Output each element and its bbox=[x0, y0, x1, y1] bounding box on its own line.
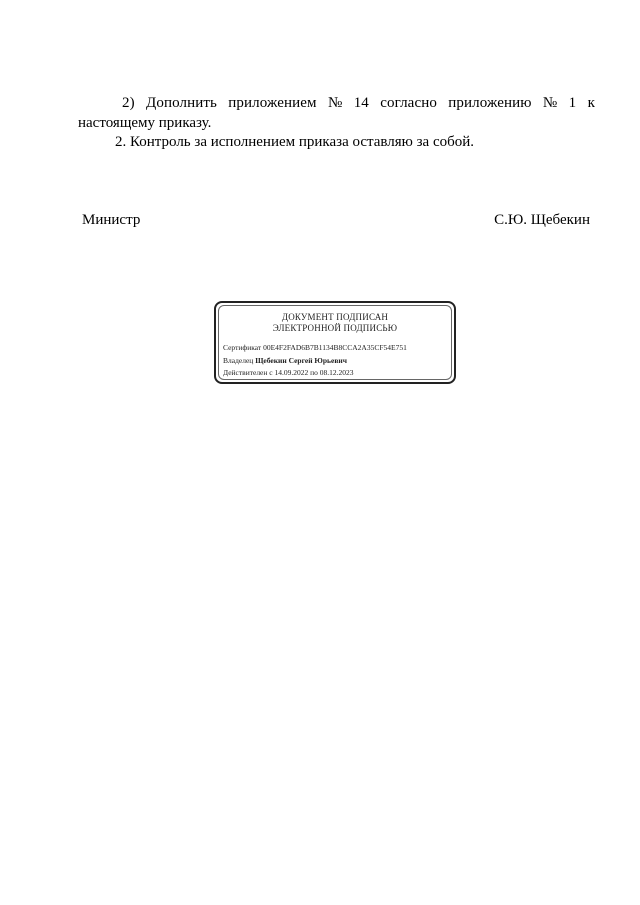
item-1-number: 2) bbox=[122, 95, 135, 111]
stamp-certificate-row bbox=[223, 343, 407, 353]
signatory-name: С.Ю. Щебекин bbox=[494, 212, 590, 228]
stamp-owner-value: Щебекин Сергей Юрьевич bbox=[255, 356, 347, 365]
stamp-certificate-value: 00E4F2FAD6B7B1134B8CCA2A35CF54E751 bbox=[263, 343, 407, 352]
item-1-word: 14 bbox=[353, 95, 369, 111]
stamp-heading-line-2: ЭЛЕКТРОННОЙ ПОДПИСЬЮ bbox=[272, 323, 398, 333]
paragraph-item-1-line-1 bbox=[78, 93, 595, 113]
stamp-owner-label: Владелец bbox=[223, 356, 254, 365]
signatory-title: Министр bbox=[82, 212, 141, 228]
item-1-word: № bbox=[542, 95, 558, 111]
stamp-certificate-label: Сертификат bbox=[223, 343, 262, 352]
paragraph-item-1-line-2: настоящему приказу. bbox=[78, 115, 212, 131]
item-1-word: Дополнить bbox=[146, 95, 217, 111]
item-1-word: 1 bbox=[568, 95, 577, 111]
stamp-heading-line-1: ДОКУМЕНТ ПОДПИСАН bbox=[281, 312, 389, 322]
paragraph-item-2: 2. Контроль за исполнением приказа оставляю за собой. bbox=[115, 134, 475, 150]
item-1-word: к bbox=[587, 95, 595, 111]
electronic-signature-stamp bbox=[214, 301, 456, 384]
stamp-owner-row bbox=[223, 356, 347, 366]
item-1-word: приложению bbox=[448, 95, 532, 111]
stamp-validity-row: Действителен с 14.09.2022 по 08.12.2023 bbox=[223, 368, 354, 377]
item-1-word: приложением bbox=[228, 95, 317, 111]
item-1-word: № bbox=[327, 95, 343, 111]
item-1-word: согласно bbox=[380, 95, 437, 111]
